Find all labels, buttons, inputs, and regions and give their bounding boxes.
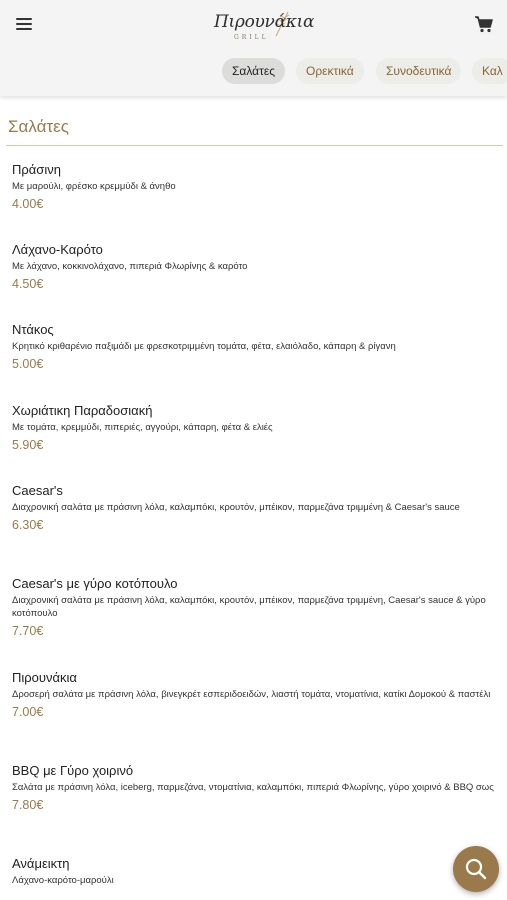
tab-orektika[interactable]: Ορεκτικά: [296, 58, 364, 84]
menu-item[interactable]: [12, 576, 502, 639]
item-price: 4.50€: [12, 277, 44, 291]
item-price: 7.80€: [12, 798, 44, 812]
tab-salates[interactable]: Σαλάτες: [222, 58, 285, 84]
item-name: BBQ με Γύρο χοιρινό: [12, 763, 134, 778]
shopping-cart-icon[interactable]: [474, 14, 494, 34]
section-title: Σαλάτες: [8, 117, 69, 136]
item-price: 7.00€: [12, 705, 44, 719]
hamburger-menu-icon[interactable]: [14, 14, 34, 34]
menu-item[interactable]: [12, 162, 502, 212]
tab-next-category[interactable]: Καλ: [472, 58, 507, 84]
search-button[interactable]: [453, 846, 499, 892]
item-price: 7.70€: [12, 624, 44, 638]
menu-item[interactable]: [12, 856, 502, 890]
item-price: 5.00€: [12, 357, 44, 371]
item-description: Δροσερή σαλάτα με πράσινη λόλα, βινεγκρέτ εσπεριδοειδών, λιαστή τομάτα, ντοματίνια, κατίκι Δομοκού & παστέλι: [12, 689, 491, 700]
item-description: Με μαρούλι, φρέσκο κρεμμύδι & άνηθο: [12, 181, 176, 192]
section-divider: [6, 145, 503, 146]
app-header: [0, 0, 507, 96]
tab-synodeftika[interactable]: Συνοδευτικά: [376, 58, 461, 84]
logo-subtitle: GRILL: [234, 34, 269, 41]
search-icon: [453, 846, 499, 892]
item-name: Πιρουνάκια: [12, 670, 77, 685]
menu-item[interactable]: [12, 763, 502, 813]
menu-item[interactable]: [12, 670, 502, 720]
category-tabs: [0, 58, 507, 86]
item-name: Πράσινη: [12, 162, 61, 177]
menu-item[interactable]: [12, 403, 502, 453]
item-description: Διαχρονική σαλάτα με πράσινη λόλα, καλαμπόκι, κρουτόν, μπέικον, παρμεζάνα τριμμένη, Caesar's sauce & γύρο κοτόπουλο: [12, 595, 486, 619]
item-price: 5.90€: [12, 438, 44, 452]
item-description: Λάχανο-καρότο-μαρούλι: [12, 875, 114, 886]
item-description: Με τομάτα, κρεμμύδι, πιπεριές, αγγούρι, κάπαρη, φέτα & ελιές: [12, 422, 273, 433]
item-price: 6.30€: [12, 518, 44, 532]
restaurant-logo[interactable]: [212, 6, 315, 46]
item-description: Διαχρονική σαλάτα με πράσινη λόλα, καλαμπόκι, κρουτόν, μπέικον, παρμεζάνα τριμμένη & Caesar's sauce: [12, 502, 460, 513]
item-name: Λάχανο-Καρότο: [12, 242, 103, 257]
menu-item[interactable]: [12, 483, 502, 533]
item-name: Caesar's με γύρο κοτόπουλο: [12, 576, 178, 591]
item-name: Ντάκος: [12, 322, 54, 337]
item-description: Σαλάτα με πράσινη λόλα, iceberg, παρμεζάνα, ντοματίνια, καλαμπόκι, πιπεριά Φλωρίνης, γύρο χοιρινό & BBQ σως: [12, 782, 494, 793]
item-name: Ανάμεικτη: [12, 856, 70, 871]
item-price: 4.00€: [12, 197, 44, 211]
menu-item[interactable]: [12, 322, 502, 372]
item-name: Caesar's: [12, 483, 63, 498]
item-description: Με λάχανο, κοκκινολάχανο, πιπεριά Φλωρίνης & καρότο: [12, 261, 248, 272]
item-description: Κρητικό κριθαρένιο παξιμάδι με φρεσκοτριμμένη τομάτα, φέτα, ελαιόλαδο, κάπαρη & ρίγανη: [12, 341, 396, 352]
logo-wordmark: Πιρουνάκια: [214, 12, 315, 32]
menu-item[interactable]: [12, 242, 502, 292]
item-name: Χωριάτικη Παραδοσιακή: [12, 403, 153, 418]
